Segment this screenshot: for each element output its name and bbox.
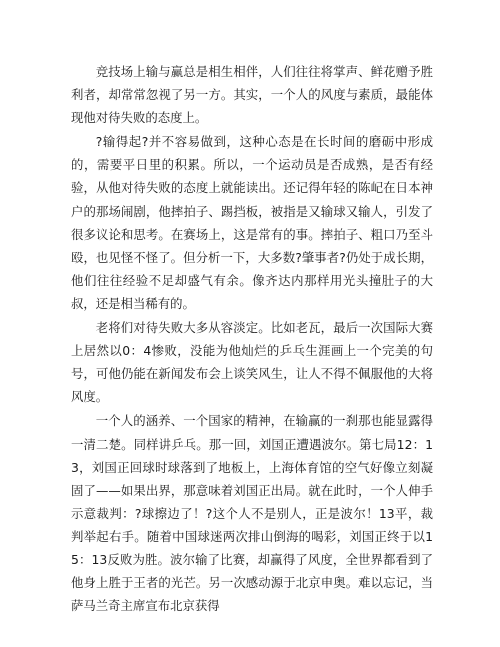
article-body <box>71 60 433 617</box>
paragraph-intro: 竞技场上输与赢总是相生相伴，人们往往将掌声、鲜花赠予胜利者，却常常忽视了另一方。其实，一个人的风度与素质，最能体现他对待失败的态度上。 <box>71 64 433 126</box>
paragraph-losing-gracefully: ?输得起?并不容易做到，这种心态是在长时间的磨砺中形成的，需要平日里的积累。所以，一个运动员是否成熟，是否有经验，从他对待失败的态度上就能读出。还记得年轻的陈屺在日本神户的那场闹剧，他摔拍子、踢挡板，被指是又输球又输人，引发了很多议论和思考。在赛场上，这是常有的事。摔拍子、粗口乃至斗殴，也见怪不怪了。但分析一下，大多数?肇事者?仍处于成长期，他们往往经验不足却盛气有余。像齐达内那样用光头撞肚子的大叔，还是相当稀有的。 <box>71 134 433 311</box>
paragraph-national-spirit: 一个人的涵养、一个国家的精神，在输赢的一刹那也能显露得一清二楚。同样讲乒乓。那一回，刘国正遭遇波尔。第七局12：13，刘国正回球时球落到了地板上，上海体育馆的空气好像立刻凝固了——如果出界，那意味着刘国正出局。就在此时，一个人伸手示意裁判：?球擦边了！?这个人不是别人，正是波尔！13平，裁判举起右手。随着中国球迷两次排山倒海的喝彩，刘国正终于以15：13反败为胜。波尔输了比赛，却赢得了风度，全世界都看到了他身上胜于王者的光芒。另一次感动源于北京申奥。难以忘记，当萨马兰奇主席宣布北京获得 <box>71 413 433 614</box>
paragraph-veterans: 老将们对待失败大多从容淡定。比如老瓦，最后一次国际大赛上居然以0：4惨败，没能为他灿烂的乒乓生涯画上一个完美的句号，可他仍能在新闻发布会上谈笑风生，让人不得不佩服他的大将风度。 <box>71 320 433 405</box>
